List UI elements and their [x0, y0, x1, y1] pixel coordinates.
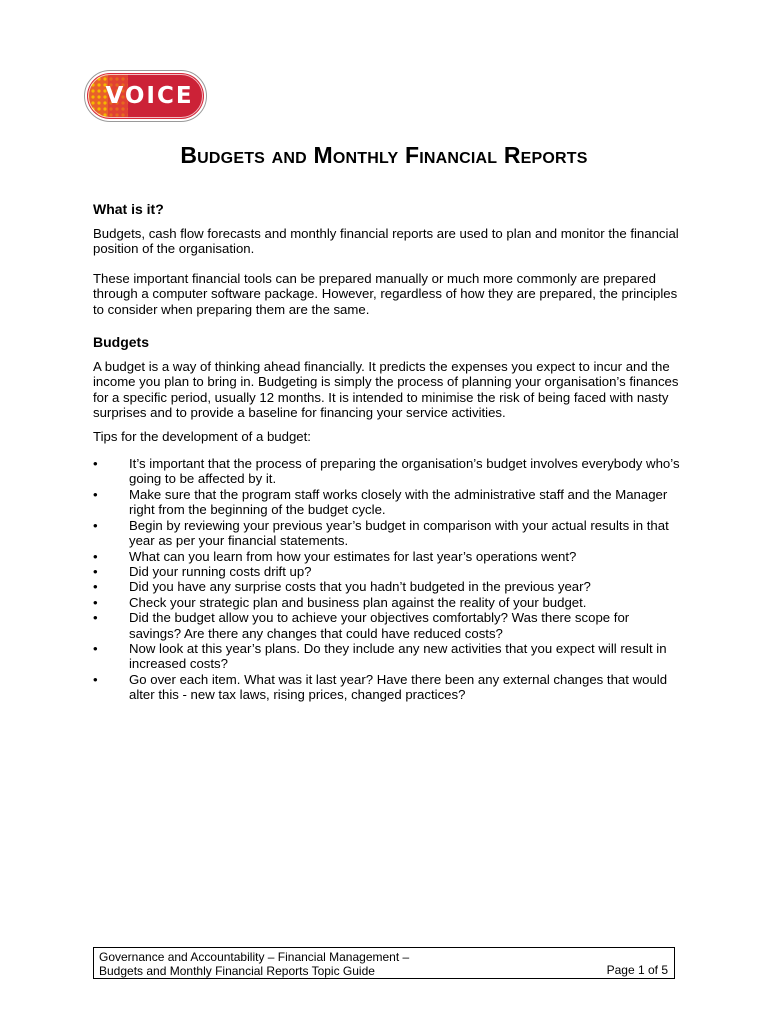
list-item-text: Go over each item. What was it last year? Have there been any external changes that would alter this - new tax laws, rising prices, changed practices? — [129, 671, 668, 703]
bullet-icon: • — [93, 610, 98, 626]
list-item — [93, 579, 683, 594]
list-item-text: What can you learn from how your estimates for last year’s operations went? — [129, 548, 577, 564]
list-item-text: Check your strategic plan and business plan against the reality of your budget. — [129, 594, 587, 610]
list-item — [93, 487, 683, 518]
list-item-text: Did the budget allow you to achieve your objectives comfortably? Was there scope for savings? Are there any changes that could have reduced costs? — [129, 610, 630, 641]
list-item-text: It’s important that the process of preparing the organisation’s budget involves everybody who’s going to be affected by it. — [129, 456, 680, 487]
list-item — [93, 549, 683, 564]
list-item — [93, 564, 683, 579]
section-heading-budgets: Budgets — [93, 334, 149, 351]
footer-line-1: Governance and Accountability – Financial Management – — [99, 950, 410, 964]
bullet-icon: • — [93, 640, 98, 656]
bullet-icon: • — [93, 579, 98, 595]
list-item-text: Did you have any surprise costs that you hadn’t budgeted in the previous year? — [129, 579, 591, 595]
bullet-icon: • — [93, 486, 98, 502]
bullet-icon: • — [93, 671, 98, 687]
list-item — [93, 641, 683, 672]
paragraph: Tips for the development of a budget: — [93, 428, 311, 444]
list-item — [93, 456, 683, 487]
logo-text: VOICE — [105, 83, 194, 109]
page-number: Page 1 of 5 — [606, 963, 668, 977]
paragraph: Budgets, cash flow forecasts and monthly financial reports are used to plan and monitor the financial position of the organisation. — [93, 226, 679, 257]
bullet-icon: • — [93, 563, 98, 579]
page-title: Budgets and Monthly Financial Reports — [180, 142, 588, 168]
paragraph: These important financial tools can be prepared manually or much more commonly are prepared through a computer software package. However, regardless of how they are prepared, the principles to consider when preparing them are the same. — [93, 270, 678, 317]
bullet-icon: • — [93, 456, 98, 472]
list-item-text: Begin by reviewing your previous year’s budget in comparison with your actual results in that year as per your financial statements. — [129, 517, 669, 549]
tips-list — [93, 456, 683, 703]
list-item — [93, 595, 683, 610]
section-heading-what-is-it: What is it? — [93, 201, 164, 217]
list-item-text: Did your running costs drift up? — [129, 563, 312, 579]
bullet-icon: • — [93, 517, 98, 533]
footer-line-2: Budgets and Monthly Financial Reports Topic Guide — [99, 964, 375, 978]
paragraph: A budget is a way of thinking ahead financially. It predicts the expenses you expect to incur and the income you plan to bring in. Budgeting is simply the process of planning your organisation’s finances for a specific period, usually 12 months. It is intended to minimise the risk of being faced with nasty surprises and to provide a baseline for financing your service activities. — [93, 359, 679, 421]
list-item — [93, 610, 683, 641]
bullet-icon: • — [93, 548, 98, 564]
list-item — [93, 672, 683, 703]
list-item-text: Make sure that the program staff works closely with the administrative staff and the Manager right from the beginning of the budget cycle. — [129, 486, 668, 518]
document-body — [93, 200, 683, 703]
page-footer — [93, 947, 675, 979]
bullet-icon: • — [93, 594, 98, 610]
voice-logo — [84, 70, 207, 122]
list-item — [93, 518, 683, 549]
list-item-text: Now look at this year’s plans. Do they include any new activities that you expect will result in increased costs? — [129, 640, 667, 672]
